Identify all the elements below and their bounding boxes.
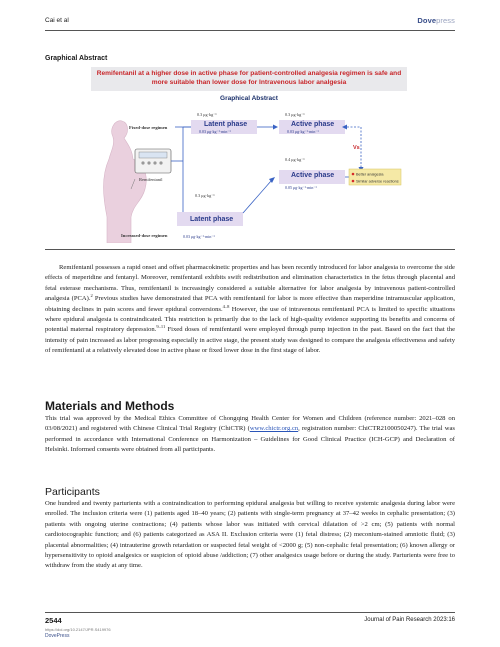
journal-logo: Dovepress — [417, 16, 455, 25]
ga-banner: Remifentanil at a higher dose in active phase for patient-controlled analgesia regimen is safe and more suitable than lower dose for Intravenous labor analgesia — [91, 67, 407, 91]
running-header — [45, 15, 455, 27]
active-infusion-increased: 0.05 μg·kg⁻¹·min⁻¹ — [285, 185, 317, 190]
participants-paragraph: One hundred and twenty parturients with a contraindication to performing epidural analgesia but willing to receive systemic analgesia during labor were enrolled. The inclusion criteria were (1) patients aged 18–40 years; (2) patients with single-term pregnancy at 37–42 weeks in cephalic presentation; (3) patients with ongoing uterine contractions; (4) patients whose labor was initiated with cervical dilatation of >2 cm; (5) patients with normal cardiotocographic function; and (6) patients categorized as ASA II. Exclusion criteria were (1) fetal distress; (2) meconium-stained amniotic fluid; (3) placental abnormalities; (4) intrauterine growth retardation or suspected fetal weight of <2000 g; (5) non-cephalic fetal presentation; (6) known allergy or hypersensitivity to opioid analgesics or suspicion of opioid abuse /addiction; (7) other analgesics usage before or during the study. Parturients were free to withdraw from the study at any time. — [45, 500, 455, 570]
fixed-regimen-label: Fixed-dose regimen — [129, 125, 168, 130]
methods-paragraph: This trial was approved by the Medical Ethics Committee of Chongqing Health Center for Women and Children (reference number: 2021–028 on 03/08/2021) and registered with Chinese Clinical Trial Registry (ChiCTR) (www.chictr.org.cn, registration number: ChiCTR2100050247). The trial was performed in accordance with International Conference on Harmonization – Guidelines for Good Clinical Practice (ICH-GCP) and Declaration of Helsinki. Informed consents were obtained from all participants. — [45, 415, 455, 454]
active-bolus-fixed: 0.3 μg·kg⁻¹ — [285, 112, 305, 117]
graphical-abstract-label: Graphical Abstract — [45, 55, 108, 62]
author-label: Cai et al — [45, 17, 69, 24]
page-footer — [45, 616, 455, 638]
header-rule — [45, 30, 455, 31]
dovepress-label: DovePress — [45, 633, 70, 639]
graphical-abstract-figure — [91, 67, 407, 243]
journal-citation: Journal of Pain Research 2023:16 — [364, 617, 455, 623]
ga-subtitle: Graphical Abstract — [220, 95, 278, 102]
latent-infusion-fixed: 0.03 μg·kg⁻¹·min⁻¹ — [199, 129, 231, 134]
chictr-link[interactable]: www.chictr.org.cn — [249, 425, 299, 433]
intro-paragraph: Remifentanil possesses a rapid onset and offset pharmacokinetic properties and has been recently introduced for labor analgesia to overcome the side effects of meperidine and fentanyl. Moreover, remifentanil exhibits swift redistribution and elimination characteristics in the fetus through placental and fetal esterase mechanisms. Thus, remifentanil is increasingly considered a suitable alternative for labor analgesia by intravenous patient-controlled analgesia (PCA).$^2$ Previous studies have demonstrated that PCA with remifentanil for labor is more effective than meperidine intramuscular application, obtaining declines in pain scores and fewer epidural conversions.$^{4-8}$ However, the use of intravenous remifentanil PCA is limited to specific situations where epidural analgesia is contraindicated. This restriction is primarily due to the lack of high-quality evidence supporting its benefits and concerns of potential maternal respiratory depression.$^{9-11}$ Fixed doses of remifentanil were employed through pump injection in the past. Based on the fact that the intensity of pain increased as labor progressing especially in active stage, the present study was designed to compare the analgesia effectiveness and safety of remifentanil at a relatively elevated dose in active phase or fixed lower dose in the first stage of labor. — [45, 264, 456, 355]
page-number: 2544 — [45, 616, 62, 625]
latent-bolus-fixed: 0.3 μg·kg⁻¹ — [197, 112, 217, 117]
increased-regimen-label: Increased-dose regimen — [121, 233, 168, 238]
methods-heading: Materials and Methods — [45, 399, 175, 413]
latent-bolus-increased: 0.3 μg·kg⁻¹ — [195, 193, 215, 198]
footer-rule — [45, 612, 455, 613]
remifentanil-label: Remifentanil — [139, 177, 163, 182]
abstract-rule — [45, 249, 455, 250]
doi-link[interactable]: https://doi.org/10.2147/JPR.S419976 — [45, 627, 111, 632]
latent-infusion-increased: 0.03 μg·kg⁻¹·min⁻¹ — [183, 234, 215, 239]
vs-label: Vs — [353, 145, 360, 151]
participants-heading: Participants — [45, 486, 100, 498]
latent-phase-label-increased: Latent phase — [190, 216, 234, 223]
active-phase-label-increased: Active phase — [291, 172, 335, 179]
active-bolus-increased: 0.4 μg·kg⁻¹ — [285, 157, 305, 162]
ga-diagram — [91, 67, 407, 243]
result-similar-adverse: Similar adverse reactions — [356, 179, 399, 184]
result-better-analgesia: Better analgesia — [356, 172, 384, 177]
latent-phase-label-fixed: Latent phase — [204, 121, 248, 128]
active-phase-label-fixed: Active phase — [291, 121, 335, 128]
active-infusion-fixed: 0.03 μg·kg⁻¹·min⁻¹ — [287, 129, 319, 134]
